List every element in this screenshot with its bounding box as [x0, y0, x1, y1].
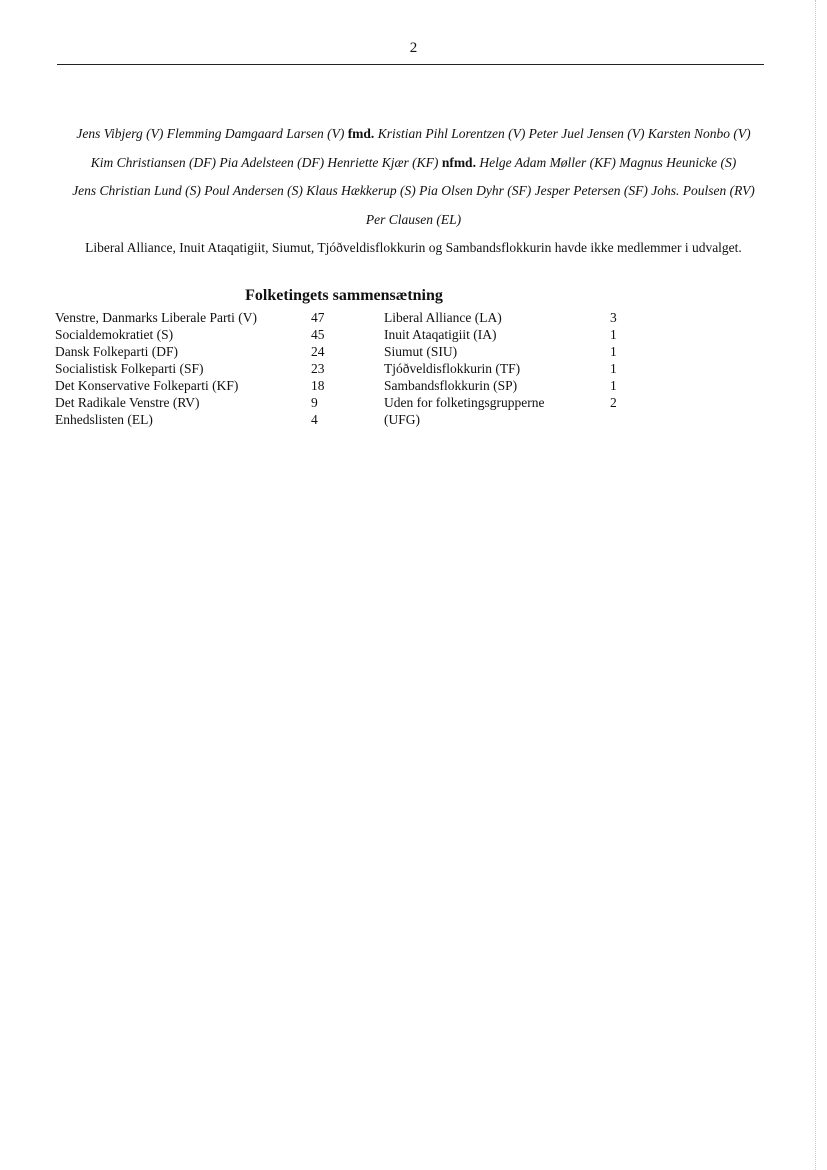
party-row: [55, 394, 630, 411]
party-name: (UFG): [384, 412, 420, 427]
party-row: [55, 343, 630, 360]
member-line: [40, 120, 787, 149]
party-name: Socialistisk Folkeparti (SF): [55, 361, 204, 376]
party-row: [55, 360, 630, 377]
party-seats: 47: [311, 310, 325, 325]
party-seats: 4: [311, 412, 318, 427]
party-name: Sambandsflokkurin (SP): [384, 378, 518, 393]
party-name: Venstre, Danmarks Liberale Parti (V): [55, 310, 258, 325]
party-name: Dansk Folkeparti (DF): [55, 344, 178, 359]
party-seats: 1: [610, 344, 617, 359]
party-row: [55, 377, 630, 394]
party-seats: 2: [610, 395, 617, 410]
party-seats: 1: [610, 378, 617, 393]
party-row: [55, 411, 630, 428]
party-name: Det Radikale Venstre (RV): [55, 395, 200, 410]
role-label: fmd.: [347, 126, 375, 141]
committee-members: [40, 120, 787, 234]
party-seats: 18: [311, 378, 325, 393]
member-names: Jens Vibjerg (V) Flemming Damgaard Larsen (V): [76, 126, 348, 141]
scan-edge-line: [815, 0, 816, 1170]
page-number: 2: [409, 40, 418, 56]
party-name: Uden for folketingsgrupperne: [384, 395, 545, 410]
party-seats: 23: [311, 361, 325, 376]
member-names: Per Clausen (EL): [365, 211, 462, 227]
member-line: [40, 149, 787, 178]
party-seats: 24: [311, 344, 325, 359]
party-seats: 1: [610, 361, 617, 376]
party-name: Liberal Alliance (LA): [384, 310, 502, 325]
member-names: Kim Christiansen (DF) Pia Adelsteen (DF) Henriette Kjær (KF): [90, 154, 442, 170]
member-names: Jens Christian Lund (S) Poul Andersen (S) Klaus Hækkerup (S) Pia Olsen Dyhr (SF) Jesper Petersen (SF) Johs. Poulsen (RV): [72, 183, 755, 198]
party-composition-table: [55, 309, 630, 428]
party-name: Socialdemokratiet (S): [55, 327, 174, 342]
party-name: Det Konservative Folkeparti (KF): [55, 378, 239, 393]
party-name: Siumut (SIU): [384, 344, 458, 359]
header-rule: [57, 64, 764, 65]
member-names: Helge Adam Møller (KF) Magnus Heunicke (S): [475, 154, 737, 170]
role-label: nfmd.: [441, 154, 476, 170]
party-seats: 9: [311, 395, 318, 410]
member-names: Kristian Pihl Lorentzen (V) Peter Juel Jensen (V) Karsten Nonbo (V): [374, 126, 751, 141]
party-seats: 45: [311, 327, 325, 342]
party-row: [55, 326, 630, 343]
section-title: Folketingets sammensætning: [245, 287, 443, 304]
party-name: Inuit Ataqatigiit (IA): [384, 327, 497, 342]
party-name: Enhedslisten (EL): [55, 412, 153, 427]
member-line: [40, 177, 787, 206]
member-line: [40, 206, 787, 235]
party-name: Tjóðveldisflokkurin (TF): [384, 361, 521, 376]
party-seats: 3: [610, 310, 617, 325]
party-seats: 1: [610, 327, 617, 342]
non-member-note: Liberal Alliance, Inuit Ataqatigiit, Siumut, Tjóðveldisflokkurin og Sambandsflokkurin havde ikke medlemmer i udvalget.: [85, 240, 742, 255]
party-row: [55, 309, 630, 326]
party-seats: [610, 411, 630, 428]
